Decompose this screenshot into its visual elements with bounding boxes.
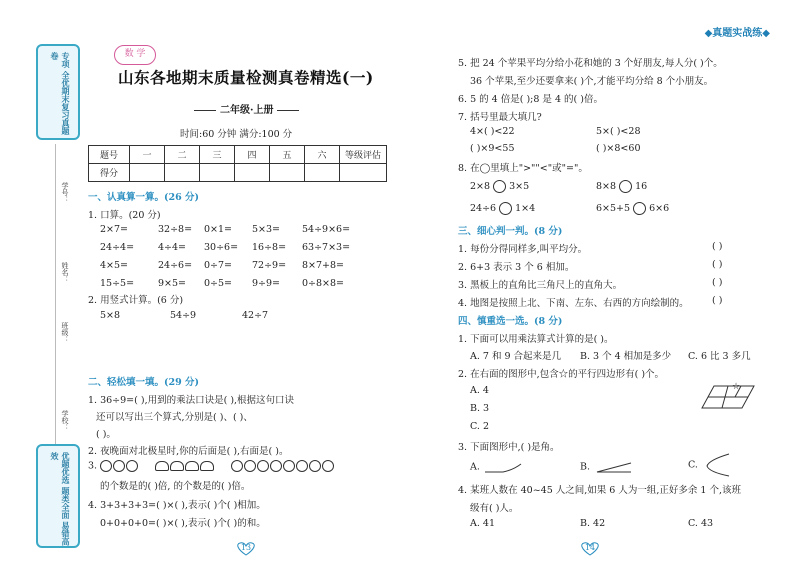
choice-4-line-a: 4. 某班人数在 40~45 人之间,如果 6 人为一组,正好多余 1 个,该班 <box>458 485 741 496</box>
judge-3: 3. 黑板上的直角比三角尺上的直角大。 <box>458 280 623 291</box>
compare-circle[interactable] <box>493 180 506 193</box>
compare-circle[interactable] <box>499 202 512 215</box>
title-box <box>104 48 382 98</box>
q5-line-b: 36 个苹果,至少还要拿来( )个,才能平均分给 8 个小朋友。 <box>470 76 714 87</box>
tomato-icon <box>244 460 256 472</box>
calc-item: 2×7= <box>100 224 129 235</box>
snail-icon <box>155 461 169 471</box>
cell: 一 <box>130 146 165 164</box>
choice-4-option[interactable]: B. 42 <box>580 518 606 529</box>
section-1-heading: 一、认真算一算。(26 分) <box>88 192 200 203</box>
calc-item: 5×3= <box>252 224 281 235</box>
score-cell[interactable] <box>130 164 165 182</box>
cell: 五 <box>270 146 305 164</box>
fill-1-line-c: ( )。 <box>96 429 116 440</box>
calc-item: 9×5= <box>158 278 187 289</box>
tomato-icon <box>257 460 269 472</box>
choice-1: 1. 下面可以用乘法算式计算的是( )。 <box>458 334 614 345</box>
sidebar <box>36 44 76 544</box>
tomato-icon <box>270 460 282 472</box>
sidebar-bottom-banner <box>36 444 80 548</box>
choice-2-option[interactable]: C. 2 <box>470 421 490 432</box>
open-curve-icon <box>483 460 523 474</box>
cell: 等级评估 <box>340 146 387 164</box>
calc-item: 32÷8= <box>158 224 193 235</box>
apple-icon <box>126 460 138 472</box>
q8-item: 24÷6 1×4 <box>470 203 536 214</box>
calc-item: 24÷6= <box>158 260 193 271</box>
fill-4-line-b: 0+0+0+0=( )×( ),表示( )个( )的和。 <box>100 518 266 529</box>
score-cell[interactable] <box>200 164 235 182</box>
sidebar-top-banner <box>36 44 80 140</box>
q8-title: 8. 在◯里填上">""<"或"="。 <box>458 163 588 174</box>
choice-3-option[interactable]: C. <box>688 452 731 478</box>
choice-4-option[interactable]: A. 41 <box>470 518 495 529</box>
sidebar-label-school: 学校： <box>61 410 69 431</box>
snail-icon <box>170 461 184 471</box>
score-cell[interactable] <box>305 164 340 182</box>
fill-3-label <box>88 460 335 472</box>
tomato-icon <box>309 460 321 472</box>
choice-3-option[interactable]: A. <box>470 460 523 474</box>
q8-item: 8×8 16 <box>596 181 648 192</box>
page-title: 山东各地期末质量检测真卷精选(一) <box>118 68 374 87</box>
choice-4-option[interactable]: C. 43 <box>688 518 714 529</box>
calc-item: 63÷7×3= <box>302 242 351 253</box>
grade-label: 二年级·上册 <box>190 101 303 116</box>
score-cell[interactable] <box>270 164 305 182</box>
vertical-calc-item: 5×8 <box>100 310 121 321</box>
judge-answer-box[interactable]: ( ) <box>712 277 723 288</box>
tomato-icon <box>231 460 243 472</box>
judge-answer-box[interactable]: ( ) <box>712 241 723 252</box>
choice-2-option[interactable]: A. 4 <box>470 385 489 396</box>
q7-item: ( )×9<55 <box>470 143 515 154</box>
vertical-calc-item: 54÷9 <box>170 310 197 321</box>
angle-icon <box>593 460 633 474</box>
cell: 六 <box>305 146 340 164</box>
q1-title: 1. 口算。(20 分) <box>88 210 161 221</box>
score-cell[interactable] <box>340 164 387 182</box>
calc-item: 0÷8×8= <box>302 278 345 289</box>
choice-3: 3. 下面图形中,( )是角。 <box>458 442 560 453</box>
q6: 6. 5 的 4 倍是( );8 是 4 的( )倍。 <box>458 94 603 105</box>
cell: 四 <box>235 146 270 164</box>
vertical-calc-item: 42÷7 <box>242 310 269 321</box>
calc-item: 0÷7= <box>204 260 233 271</box>
q2-title: 2. 用竖式计算。(6 分) <box>88 295 184 306</box>
fill-1-line-a: 1. 36÷9=( ),用到的乘法口诀是( ),根据这句口诀 <box>88 395 295 406</box>
sidebar-top-text: 专项 全优期末复习真题卷 <box>50 52 71 135</box>
snail-icon <box>185 461 199 471</box>
choice-4-line-b: 级有( )人。 <box>470 503 519 514</box>
sidebar-label-class: 班级： <box>61 322 69 343</box>
score-cell[interactable] <box>165 164 200 182</box>
calc-item: 8×7+8= <box>302 260 345 271</box>
score-cell[interactable] <box>235 164 270 182</box>
fill-2: 2. 夜晚面对北极星时,你的后面是( ),右面是( )。 <box>88 446 289 457</box>
score-table <box>88 145 387 182</box>
parallelogram-figure <box>700 384 756 410</box>
choice-3-option[interactable]: B. <box>580 460 633 474</box>
compare-circle[interactable] <box>619 180 632 193</box>
choice-1-option[interactable]: C. 6 比 3 多几 <box>688 351 751 362</box>
cell: 得分 <box>89 164 130 182</box>
fill-3-text: 的个数是的( )倍, 的个数是的( )倍。 <box>100 481 251 492</box>
cell: 三 <box>200 146 235 164</box>
q7-title: 7. 括号里最大填几? <box>458 112 542 123</box>
apple-icon <box>113 460 125 472</box>
section-3-heading: 三、细心判一判。(8 分) <box>458 226 563 237</box>
calc-item: 24÷4= <box>100 242 135 253</box>
math-badge: 数 学 <box>114 45 156 65</box>
star-icon: ☆ <box>732 382 741 392</box>
fill-3-number: 3. <box>88 460 98 472</box>
judge-4: 4. 地图是按照上北、下南、左东、右西的方向绘制的。 <box>458 298 689 309</box>
sidebar-label-student-id: 学号： <box>61 182 69 203</box>
calc-item: 9÷9= <box>252 278 281 289</box>
fill-4-line-a: 4. 3+3+3+3=( )×( ),表示( )个( )相加。 <box>88 500 266 511</box>
choice-2-option[interactable]: B. 3 <box>470 403 490 414</box>
calc-item: 0×1= <box>204 224 233 235</box>
sidebar-label-name: 姓名： <box>61 262 69 283</box>
q7-item: 5×( )<28 <box>596 126 641 137</box>
fill-1-line-b: 还可以写出三个算式,分别是( )、( )、 <box>96 412 253 423</box>
section-2-heading: 二、轻松填一填。(29 分) <box>88 377 200 388</box>
cell: 二 <box>165 146 200 164</box>
cell: 题号 <box>89 146 130 164</box>
q5-line-a: 5. 把 24 个苹果平均分给小花和她的 3 个好朋友,每人分( )个。 <box>458 58 723 69</box>
calc-item: 16÷8= <box>252 242 287 253</box>
tomato-icon <box>283 460 295 472</box>
snail-icon <box>200 461 214 471</box>
q8-item: 6×5+5 6×6 <box>596 203 670 214</box>
score-header-row <box>89 146 387 164</box>
page-number-right <box>578 542 602 556</box>
choice-2: 2. 在右面的图形中,包含☆的平行四边形有( )个。 <box>458 369 665 380</box>
apple-icon <box>100 460 112 472</box>
tomato-icon <box>322 460 334 472</box>
choice-1-option[interactable]: A. 7 和 9 合起来是几 <box>470 351 562 362</box>
page-number-left <box>234 542 258 556</box>
score-value-row <box>89 164 387 182</box>
calc-item: 15÷5= <box>100 278 135 289</box>
calc-item: 72÷9= <box>252 260 287 271</box>
tomato-icon <box>296 460 308 472</box>
judge-2: 2. 6+3 表示 3 个 6 相加。 <box>458 262 575 273</box>
curved-angle-icon <box>701 452 731 478</box>
judge-answer-box[interactable]: ( ) <box>712 259 723 270</box>
q7-item: ( )×8<60 <box>596 143 641 154</box>
q7-item: 4×( )<22 <box>470 126 515 137</box>
section-4-heading: 四、慎重选一选。(8 分) <box>458 316 563 327</box>
q8-item: 2×8 3×5 <box>470 181 530 192</box>
compare-circle[interactable] <box>633 202 646 215</box>
time-score-line: 时间:60 分钟 满分:100 分 <box>180 129 293 140</box>
calc-item: 30÷6= <box>204 242 239 253</box>
page-number-text: 14 <box>584 543 596 552</box>
sidebar-bottom-text: 优题优选 题类全面 易错高效 <box>50 452 71 546</box>
choice-1-option[interactable]: B. 3 个 4 相加是多少 <box>580 351 672 362</box>
calc-item: 4÷4= <box>158 242 187 253</box>
judge-answer-box[interactable]: ( ) <box>712 295 723 306</box>
calc-item: 4×5= <box>100 260 129 271</box>
calc-item: 54÷9×6= <box>302 224 351 235</box>
calc-item: 0÷5= <box>204 278 233 289</box>
header-tag: ◆真题实战练◆ <box>704 28 770 39</box>
sidebar-divider <box>55 144 56 444</box>
judge-1: 1. 每份分得同样多,叫平均分。 <box>458 244 588 255</box>
page-number-text: 13 <box>240 543 252 552</box>
